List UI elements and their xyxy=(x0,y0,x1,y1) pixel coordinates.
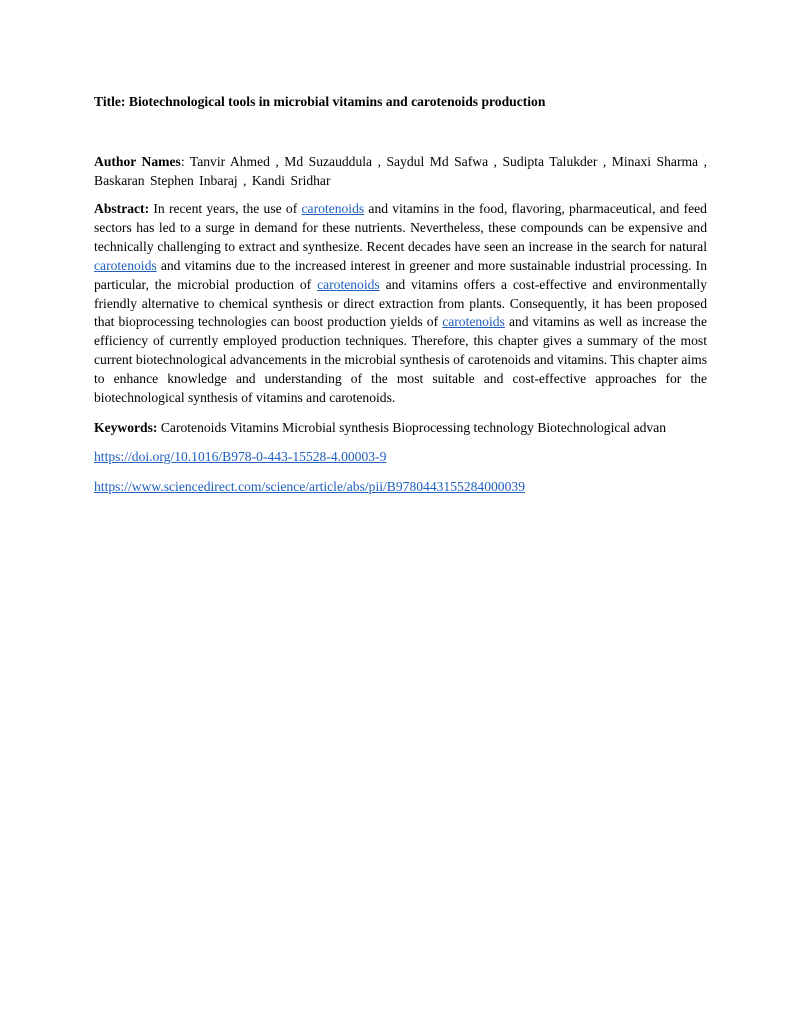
abstract-text-2: and vitamins in the food, flavoring, pharmaceutical, and feed sectors has led to a surge in demand for these nutrients. Nevertheless, these compounds can be expensive and technically challenging to extract and synthesize. Recent decades have seen an increase in the search for natural xyxy=(94,201,707,254)
carotenoids-link-3[interactable]: carotenoids xyxy=(317,276,380,292)
sciencedirect-link[interactable]: https://www.sciencedirect.com/science/article/abs/pii/B9780443155284000039 xyxy=(94,478,525,494)
title-label: Title: xyxy=(94,94,126,109)
doi-link[interactable]: https://doi.org/10.1016/B978-0-443-15528-4.00003-9 xyxy=(94,448,387,464)
author-names-label: Author Names xyxy=(94,154,181,169)
abstract-text-1: In recent years, the use of xyxy=(153,201,298,216)
author-list: Tanvir Ahmed , Md Suzauddula , Saydul Md Safwa , Sudipta Talukder , Minaxi Sharma , Baskaran Stephen Inbaraj , Kandi Sridhar xyxy=(94,154,707,188)
document-content xyxy=(94,92,707,496)
paper-title: Biotechnological tools in microbial vitamins and carotenoids production xyxy=(128,94,546,109)
keywords-text: Carotenoids Vitamins Microbial synthesis Bioprocessing technology Biotechnological advan xyxy=(160,419,667,435)
keywords-label: Keywords: xyxy=(94,419,158,435)
abstract-label: Abstract: xyxy=(94,201,150,216)
keywords xyxy=(94,418,707,437)
abstract-text-4: and vitamins offers a cost-effective and environmentally friendly alternative to chemical synthesis or direct extraction from plants. Consequently, it has been proposed that bioprocessing technologies can boost production yields of xyxy=(94,276,707,330)
carotenoids-link-2[interactable]: carotenoids xyxy=(94,257,157,273)
carotenoids-link-4[interactable]: carotenoids xyxy=(442,314,505,330)
sciencedirect-link-line xyxy=(94,477,707,496)
doi-link-line xyxy=(94,447,707,466)
abstract-text-3: and vitamins due to the increased interest in greener and more sustainable industrial processing. In particular, the microbial production of xyxy=(94,257,707,292)
abstract-text-5: and vitamins as well as increase the efficiency of currently employed production techniques. Therefore, this chapter gives a summary of the most current biotechnological advancements in the microbial synthesis of carotenoids and vitamins. This chapter aims to enhance knowledge and understanding of the most suitable and cost-effective approaches for the biotechnological synthesis of vitamins and carotenoids. xyxy=(94,314,707,406)
carotenoids-link-1[interactable]: carotenoids xyxy=(301,201,365,216)
author-names: Author Names: Tanvir Ahmed , Md Suzauddula , Saydul Md Safwa , Sudipta Talukder , Minaxi Sharma , Baskaran Stephen Inbaraj , Kandi Sridhar xyxy=(94,154,707,188)
title-line xyxy=(94,92,707,111)
abstract xyxy=(94,200,707,408)
